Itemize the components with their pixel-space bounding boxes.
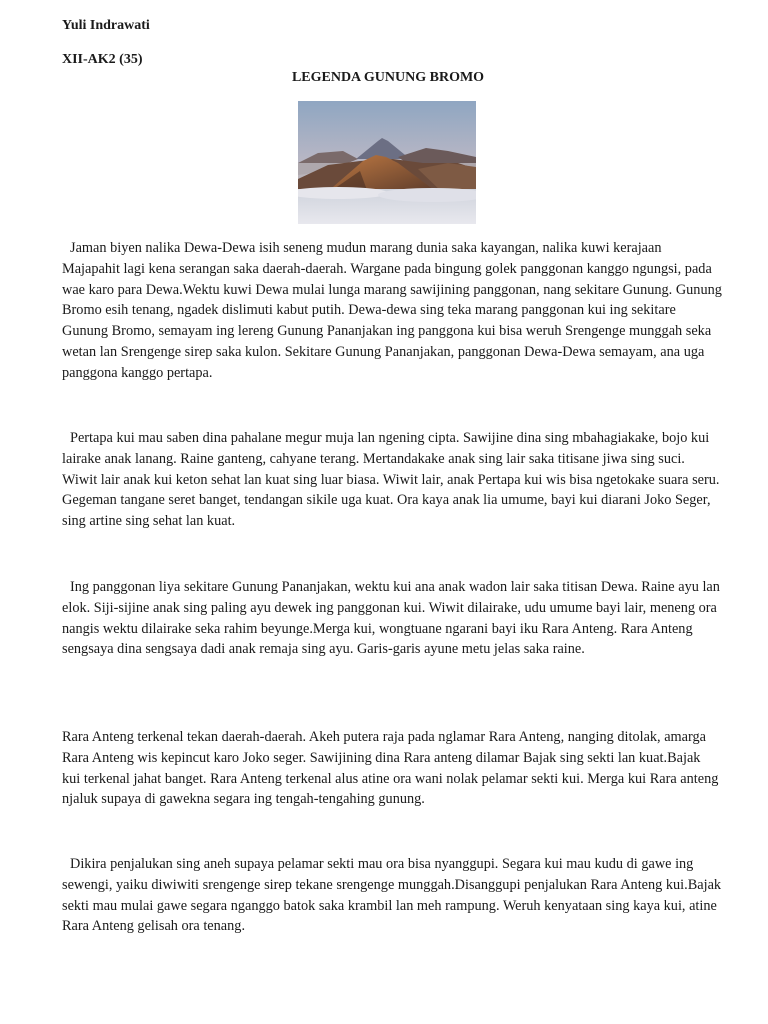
story-paragraph-2: Pertapa kui mau saben dina pahalane megur muja lan ngening cipta. Sawijine dina sing mbahagiakake, bojo kui lairake anak lanang. Raine ganteng, cahyane terang. Mertandakake anak sing lair saka titisane jiwa sing suci. Wiwit lair anak kui keton sehat lan kuat sing luar biasa. Wiwit lair, anak Pertapa kui wis bisa ngetokake suara seru. Gegeman tangane seret banget, tendangan sikile uga kuat. Ora kaya anak lia umume, bayi kui diarani Joko Seger, sing artine sing sehat lan kuat. xyxy=(62,430,720,530)
story-paragraph-3: Ing panggonan liya sekitare Gunung Pananjakan, wektu kui ana anak wadon lair saka titisan Dewa. Raine ayu lan elok. Siji-sijine anak sing paling ayu dewek ing panggonan kui. Wiwit dilairake, udu umume bayi lair, meneng ora nangis wektu dilairake seka rahim beyunge.Merga kui, wongtuane ngarani bayi iku Rara Anteng. Rara Anteng sengsaya dina sengsaya dadi anak remaja sing ayu. Garis-garis ayune metu jelas saka raine. xyxy=(62,579,720,658)
document-title: LEGENDA GUNUNG BROMO xyxy=(291,70,485,85)
story-paragraph-5: Dikira penjalukan sing aneh supaya pelamar sekti mau ora bisa nyanggupi. Segara kui mau kudu di gawe ing sewengi, yaiku diwiwiti srengenge sirep tekane srengenge munggah.Disanggupi penjalukan Rara Anteng kui.Bajak sekti mau mulai gawe segara nganggo batok saka krambil lan meh rampung. Weruh kenyataan sing kaya kui, atine Rara Anteng gelisah ora tenang. xyxy=(62,856,722,935)
bromo-photo xyxy=(298,101,476,224)
story-paragraph-1: Jaman biyen nalika Dewa-Dewa isih seneng mudun marang dunia saka kayangan, nalika kuwi kerajaan Majapahit lagi kena serangan saka daerah-daerah. Wargane pada bingung golek panggonan kanggo ngungsi, pada wae karo para Dewa.Wektu kuwi Dewa mulai lunga marang sawijining panggonan, nang sekitare Gunung. Gunung Bromo esih tenang, ngadek dislimuti kabut putih. Dewa-dewa sing teka marang panggonan kui ing sekitare Gunung Bromo, semayam ing lereng Gunung Pananjakan ing panggona kui bisa weruh Srengenge munggah seka wetan lan Srengenge sirep saka kulon. Sekitare Gunung Pananjakan, panggonan Dewa-Dewa semayam, ana uga panggona kanggo pertapa. xyxy=(62,240,722,381)
class-number: XII-AK2 (35) xyxy=(62,52,143,67)
author-name: Yuli Indrawati xyxy=(62,18,150,33)
story-paragraph-4: Rara Anteng terkenal tekan daerah-daerah. Akeh putera raja pada nglamar Rara Anteng, nanging ditolak, amarga Rara Anteng wis kepincut karo Joko seger. Sawijining dina Rara anteng dilamar Bajak sing sekti lan kuat.Bajak kui terkenal jahat banget. Rara Anteng terkenal alus atine ora wani nolak pelamar sekti kui. Merga kui Rara anteng njaluk supaya di gawekna segara ing tengah-tengahing gunung. xyxy=(62,729,719,808)
